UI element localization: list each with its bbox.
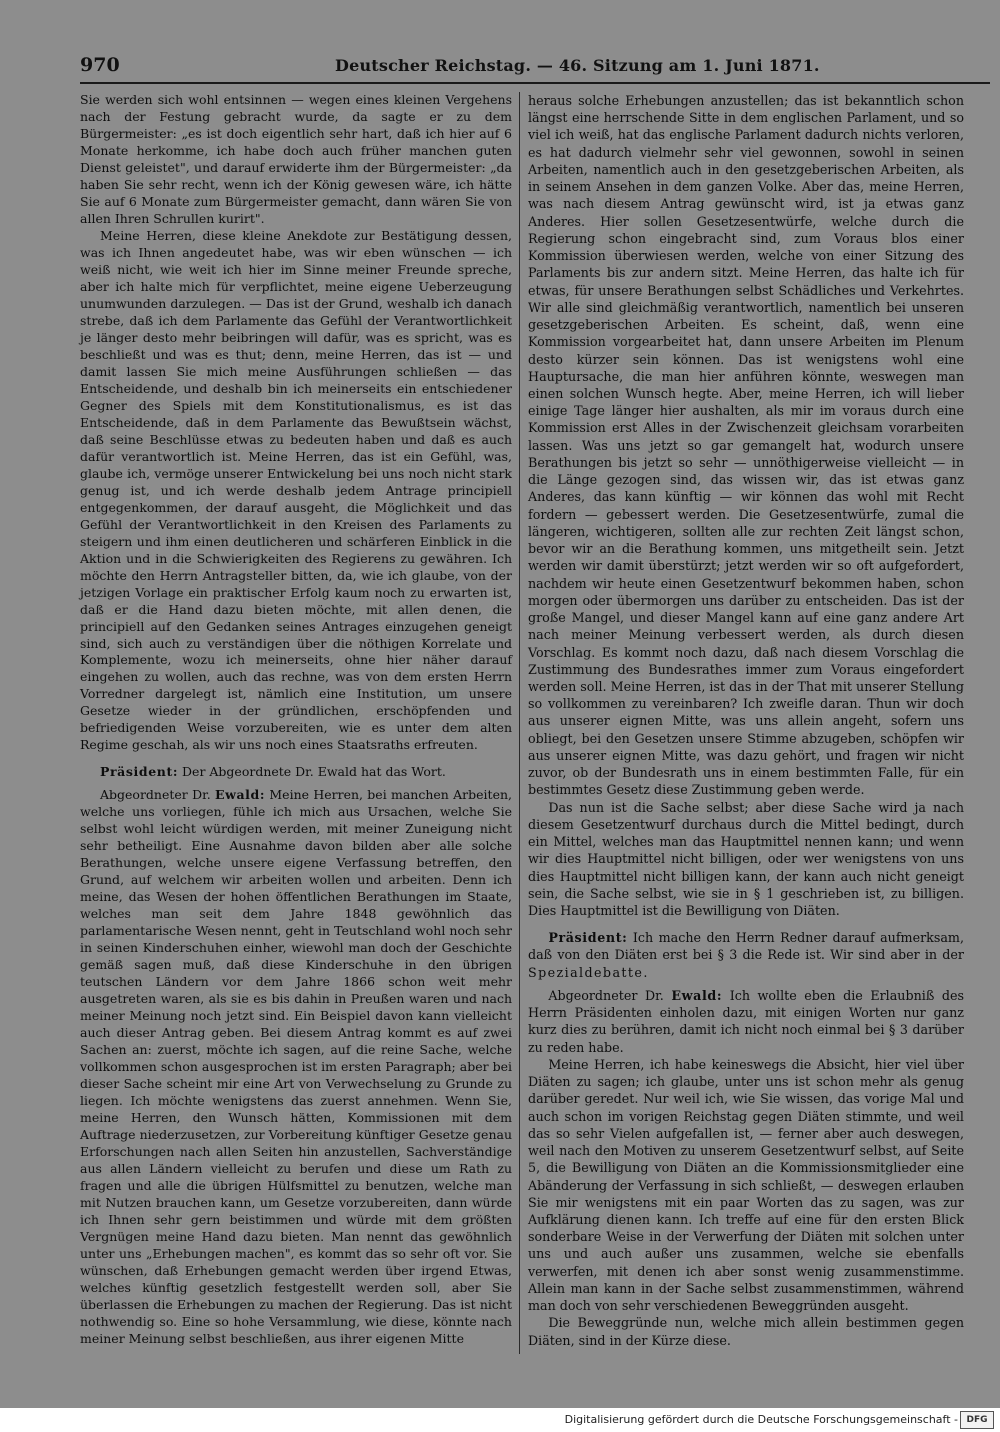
right-column bbox=[528, 92, 964, 1349]
column-divider bbox=[519, 92, 520, 1354]
paragraph: Die Beweggründe nun, welche mich allein bestimmen gegen Diäten, sind in der Kürze diese. bbox=[528, 1315, 964, 1348]
remark-text: Ich mache den Herrn Redner darauf aufmerksam, daß von den Diäten erst bei § 3 die Rede ist. Wir sind aber in der bbox=[528, 930, 964, 963]
paragraph: heraus solche Erhebungen anzustellen; das ist bekanntlich schon längst eine herrschende Sitte in dem englischen Parlament, und so viel ich weiß, hat das englische Parlament dadurch nichts verloren, es hat dadurch vielmehr sehr viel gewonnen, sowohl in seinen Arbeiten, namentlich auch in den gesetzgeberischen Arbeiten, als in seinem Ansehen in dem ganzen Volke. Aber das, meine Herren, was nach diesem Antrag gewünscht wird, ist ja etwas ganz Anderes. Hier sollen Gesetzesentwürfe, welche durch die Regierung schon eingebracht sind, zum Voraus blos einer Kommission überwiesen werden, welche von einer Sitzung des Parlaments bis zur andern sitzt. Meine Herren, das halte ich für etwas, für unsere Berathungen selbst Schädliches und Verkehrtes. Wir alle sind gleichmäßig verantwortlich, namentlich bei unseren gesetzgeberischen Arbeiten. Es scheint, daß, wenn eine Kommission vorgearbeitet hat, dann unsere Arbeiten im Plenum desto kürzer sein können. Das ist wenigstens wohl eine Hauptursache, die man hier anführen könnte, weswegen man einen solchen Wunsch hegte. Aber, meine Herren, ich will lieber einige Tage länger hier aushalten, als mir im voraus durch eine Kommission erst Alles in der Zwischenzeit gleichsam vorarbeiten lassen. Was uns jetzt so gar gemangelt hat, wodurch unsere Berathungen bis jetzt so sehr — unnöthigerweise vielleicht — in die Länge gezogen sind, das wissen wir, das ist etwas ganz Anderes, das kann künftig — wir können das wohl mit Recht fordern — gebessert werden. Die Gesetzesentwürfe, zumal die längeren, wichtigeren, sollten alle zur rechten Zeit längst schon, bevor wir an die Berathung kommen, uns mitgetheilt sein. Jetzt werden wir damit überstürzt; jetzt werden wir so oft aufgefordert, nachdem wir heute einen Gesetzentwurf bekommen haben, schon morgen oder übermorgen uns darüber zu entscheiden. Das ist der große Mangel, und dieser Mangel kann auf eine ganz andere Art nach meiner Meinung verbessert werden, als durch diesen Vorschlag. Es kommt noch dazu, daß nach diesem Vorschlag die Zustimmung des Bundesrathes immer zum Voraus eingefordert werden soll. Meine Herren, ist das in der That mit unserer Stellung so vollkommen zu vereinbaren? Ich zweifle daran. Thun wir doch aus unserer eignen Mitte, was uns allein angeht, sofern uns obliegt, bei den Gesetzen unsere Stimme abzugeben, schöpfen wir aus unserer eignen Mitte, was dazu gehört, und fragen wir nicht zuvor, ob der Bundesrath uns in einem bestimmten Falle, für ein bestimmtes Gesetz diese Zustimmung geben werde. bbox=[528, 93, 964, 798]
funding-credit: Digitalisierung gefördert durch die Deutsche Forschungsgemeinschaft - bbox=[564, 1413, 958, 1426]
speaker-label: Ewald: bbox=[671, 987, 723, 1003]
speaker-label: Präsident: bbox=[548, 930, 628, 946]
remark-text: Der Abgeordnete Dr. Ewald hat das Wort. bbox=[178, 764, 446, 780]
paragraph: Meine Herren, diese kleine Anekdote zur Bestätigung dessen, was ich Ihnen angedeutet habe, was wir eben wünschen — ich weiß nicht, wie weit ich hier im Sinne meiner Freunde spreche, aber ich halte mich für verpflichtet, meine eigene Ueberzeugung unumwunden darzulegen. — Das ist der Grund, weshalb ich danach strebe, daß ich dem Parlamente das Gefühl der Verantwortlichkeit je länger desto mehr beibringen will dafür, was es spricht, was es beschließt und was es thut; denn, meine Herren, das ist — und damit lassen Sie mich meine Ausführungen schließen — das Entscheidende, und deshalb bin ich meinerseits ein entschiedener Gegner des Spiels mit dem Konstitutionalismus, es ist das Entscheidende, daß in dem Parlamente das Bewußtsein wächst, daß seine Beschlüsse etwas zu bedeuten haben und daß es auch dafür verantwortlich ist. Meine Herren, das ist ein Gefühl, was, glaube ich, vermöge unserer Entwickelung bei uns noch nicht stark genug ist, und ich werde deshalb jedem Antrage principiell entgegenkommen, der darauf ausgeht, die Möglichkeit und das Gefühl der Verantwortlichkeit in den Kreisen des Parlaments zu steigern und ihm einen deutlicheren und schärferen Einblick in die Aktion und in die Schwierigkeiten des Regierens zu gewähren. Ich möchte den Herrn Antragsteller bitten, da, wie ich glaube, von der jetzigen Vorlage ein praktischer Erfolg kaum noch zu erwarten ist, daß er die Hand dazu bieten möchte, mit allen denen, die principiell auf den Gedanken seines Antrages einzugehen geneigt sind, sich auch zu verständigen über die nöthigen Korrelate und Komplemente, wozu ich meinerseits, ohne hier näher darauf eingehen zu wollen, auch das rechne, was von dem ersten Herrn Vorredner dargelegt ist, nämlich eine Institution, um unsere Gesetze wieder in der gründlichen, erschöpfenden und befriedigenden Weise vorzubereiten, wie es unter dem alten Regime geschah, als wir uns noch eines Staatsraths erfreuten. bbox=[80, 227, 512, 753]
speaker-intro: Abgeordneter Dr. bbox=[548, 987, 672, 1003]
president-remark bbox=[80, 764, 512, 781]
left-column bbox=[80, 92, 512, 1348]
president-remark bbox=[528, 929, 964, 981]
speech-paragraph bbox=[528, 987, 964, 1056]
spaced-term: Spezialdebatte bbox=[528, 964, 644, 980]
paragraph: Sie werden sich wohl entsinnen — wegen eines kleinen Vergehens nach der Festung gebracht wurde, da sagte er zu dem Bürgermeister: „es ist doch eigentlich sehr hart, daß ich hier auf 6 Monate herkomme, ich habe doch auch früher manchen guten Dienst geleistet", und darauf erwiderte ihm der Bürgermeister: „da haben Sie sehr recht, wenn ich der König gewesen wäre, ich hätte Sie auf 6 Monate zum Bürgermeister gemacht, dann wären Sie von allen Ihren Schrullen kurirt". bbox=[80, 92, 512, 226]
remark-text-end: . bbox=[643, 964, 648, 980]
footer-bar bbox=[0, 1408, 1000, 1432]
page-number: 970 bbox=[80, 54, 120, 76]
speech-paragraph bbox=[80, 787, 512, 1347]
page-header bbox=[80, 54, 998, 82]
speaker-label: Präsident: bbox=[100, 764, 179, 780]
running-head: Deutscher Reichstag. — 46. Sitzung am 1. Juni 1871. bbox=[335, 56, 820, 75]
paragraph: Meine Herren, ich habe keineswegs die Absicht, hier viel über Diäten zu sagen; ich glaube, unter uns ist schon mehr als genug darüber geredet. Nur weil ich, wie Sie wissen, das vorige Mal und auch schon im vorigen Reichstag gegen Diäten stimmte, und weil das so sehr Vielen aufgefallen ist, — ferner aber auch deswegen, weil nach den Motiven zu unserem Gesetzentwurf selbst, auf Seite 5, die Bewilligung von Diäten an die Kommissionsmitglieder eine Abänderung der Verfassung in sich schließt, — deswegen erlauben Sie mir wenigstens mit ein paar Worten das zu sagen, was zur Aufklärung dienen kann. Ich treffe auf eine für den ersten Blick sonderbare Weise in der Verwerfung der Diäten mit solchen unter uns und auch außer uns zusammen, welche sie ebenfalls verwerfen, mit denen ich aber sonst wenig zusammenstimme. Allein man kann in der Sache selbst zusammenstimmen, während man doch von sehr verschiedenen Beweggründen ausgeht. bbox=[528, 1056, 964, 1314]
paragraph: Das nun ist die Sache selbst; aber diese Sache wird ja nach diesem Gesetzentwurf durchaus durch die Mittel bedingt, durch ein Mittel, welches man das Hauptmittel nennen kann; und wenn wir dies Hauptmittel nicht billigen, oder wer wenigstens von uns dies Hauptmittel nicht billigen kann, der kann auch nicht geneigt sein, die Sache selbst, wie sie in § 1 geschrieben ist, zu billigen. Dies Hauptmittel ist die Bewilligung von Diäten. bbox=[528, 799, 964, 919]
dfg-logo-icon: DFG bbox=[960, 1411, 994, 1429]
speaker-intro: Abgeordneter Dr. bbox=[100, 787, 215, 803]
header-rule bbox=[80, 82, 990, 84]
speaker-label: Ewald: bbox=[214, 787, 266, 803]
speech-text: Meine Herren, bei manchen Arbeiten, welche uns vorliegen, fühle ich mich aus Ursachen, welche Sie selbst wohl leicht würdigen werden, mit meiner Zuneigung nicht sehr betheiligt. Eine Ausnahme davon bilden aber alle solche Berathungen, welche unsere eigene Verfassung betreffen, den Grund, auf welchem wir arbeiten wollen und arbeiten. Denn ich meine, das Wesen der hohen öffentlichen Berathungen im Staate, welches man seit dem Jahre 1848 gewöhnlich das parlamentarische Wesen nennt, geht in Teutschland wohl noch sehr in seinen Kinderschuhen einher, wiewohl man doch der Geschichte gemäß sagen muß, daß diese Kinderschuhe in den übrigen teutschen Ländern vor dem Jahre 1866 schon weit mehr ausgetreten waren, als sie es bis dahin in Preußen waren und nach meiner Meinung noch jetzt sind. Ein Beispiel davon kann vielleicht auch dieser Antrag geben. Bei diesem Antrag kommt es auf zwei Sachen an: zuerst, möchte ich sagen, auf die reine Sache, welche vollkommen schon ausgesprochen ist im ersten Paragraph; aber bei dieser Sache scheint mir eine Art von Verwechselung zu Grunde zu liegen. Ich möchte wenigstens das zuerst annehmen. Wenn Sie, meine Herren, den Wunsch hätten, Kommissionen mit dem Auftrage niederzusetzen, zur Vorbereitung künftiger Gesetze genau Erforschungen nach allen Seiten hin anzustellen, Sachverständige aus allen Ländern vielleicht zu berufen und diese um Rath zu fragen und alle die übrigen Hülfsmittel zu benutzen, welche man mit Nutzen brauchen kann, um Gesetze vorzubereiten, dann würde ich Ihnen sehr gern beistimmen und würde mit dem größten Vergnügen meine Hand dazu bieten. Man nennt das gewöhnlich unter uns „Erhebungen machen", es kommt das so sehr oft vor. Sie wünschen, daß Erhebungen gemacht werden über irgend Etwas, welches künftig gesetzlich festgestellt werden soll, aber Sie überlassen die Erhebungen zu machen der Regierung. Das ist nicht nothwendig so. Eine so hohe Versammlung, wie diese, könnte nach meiner Meinung selbst beschließen, aus ihrer eigenen Mitte bbox=[80, 787, 512, 1346]
speech-text: Ich wollte eben die Erlaubniß des Herrn Präsidenten einholen dazu, mit einigen Worten nur ganz kurz dies zu berühren, damit ich nicht noch einmal bei § 3 darüber zu reden habe. bbox=[528, 987, 964, 1055]
